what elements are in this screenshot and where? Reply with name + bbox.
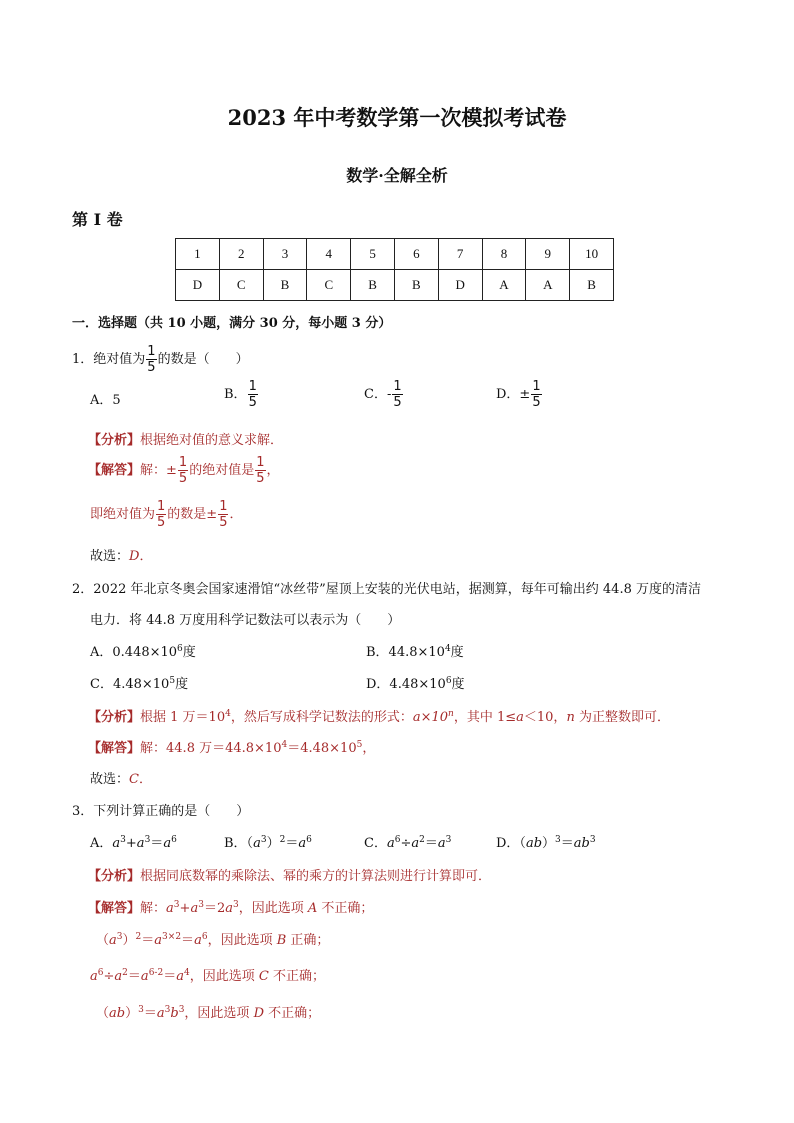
q1-stem-suffix: 的数是（ ） <box>157 352 249 367</box>
q1-option-b: B． $\frac{1}{5}$ <box>224 379 257 410</box>
answer-table-answer-cell: B <box>570 270 614 301</box>
answer-table-number-cell: 3 <box>263 239 307 270</box>
q2-stem-line1: 2．2022 年北京冬奥会国家速滑馆“冰丝带”屋顶上安装的光伏电站，据测算，每年可输出约 44.8 万度的清洁 <box>72 582 701 597</box>
answer-table-number-cell: 5 <box>351 239 395 270</box>
q1-analysis: 【分析】根据绝对值的意义求解． <box>88 433 284 448</box>
q3-option-b: B．$(a^3)^2=a^6$ <box>224 835 312 851</box>
q2-answer: 【解答】解：44.8 万$=44.8\times 10^4=4.48\times 10^5$， <box>88 740 376 756</box>
q1-stem-prefix: 1．绝对值为 <box>72 352 146 367</box>
q3-answer-a: 【解答】解：$a^3+a^3=2a^3$，因此选项 A 不正确； <box>88 900 374 916</box>
q3-option-d: D．$(ab)^3=ab^3$ <box>496 835 596 851</box>
page-title: 2023 年中考数学第一次模拟考试卷 <box>227 105 567 130</box>
q2-option-b: B．$44.8\times 10^4$度 <box>366 644 464 660</box>
answer-table-number-cell: 2 <box>219 239 263 270</box>
answer-table-number-cell: 7 <box>438 239 482 270</box>
answer-table-number-cell: 6 <box>394 239 438 270</box>
answer-table-number-cell: 8 <box>482 239 526 270</box>
q3-analysis: 【分析】根据同底数幂的乘除法、幂的乘方的计算法则进行计算即可． <box>88 869 492 884</box>
q1-choice: 故选：D． <box>90 549 153 564</box>
answer-table-number-cell: 4 <box>307 239 351 270</box>
answer-table-answer-row <box>176 270 614 301</box>
q2-choice: 故选：C． <box>90 772 152 787</box>
q2-option-c: C．$4.48\times 10^5$度 <box>90 676 189 692</box>
q3-answer-c: $a^6\div a^2=a^{6-2}=a^4$，因此选项 C 不正确； <box>90 968 325 984</box>
answer-table-answer-cell: D <box>176 270 220 301</box>
q1-answer: 【解答】解：± $\frac{1}{5}$ 的绝对值是 $\frac{1}{5}$ ， <box>88 455 280 486</box>
answer-table-answer-cell: A <box>482 270 526 301</box>
fraction: $\frac{1}{5}$ <box>147 344 156 375</box>
q2-analysis: 【分析】根据 1 万$=10^4$，然后写成科学记数法的形式：$a\times 10^n$，其中 1≤a＜10，n 为正整数即可． <box>88 709 670 725</box>
q1-option-a: A．5 <box>90 393 121 408</box>
q2-stem-line2: 电力．将 44.8 万度用科学记数法可以表示为（ ） <box>90 613 401 628</box>
q3-answer-d: $(ab)^3=a^3b^3$，因此选项 D 不正确； <box>96 1005 321 1021</box>
answer-table-number-row <box>176 239 614 270</box>
volume-heading: 第 I 卷 <box>72 210 123 229</box>
answer-table-answer-cell: C <box>307 270 351 301</box>
q1-stem <box>72 345 249 374</box>
q1-answer-line2: 即绝对值为 $\frac{1}{5}$ 的数是± $\frac{1}{5}$ ． <box>90 499 243 530</box>
q3-stem: 3．下列计算正确的是（ ） <box>72 804 250 819</box>
q1-option-c: C．- $\frac{1}{5}$ <box>364 379 402 410</box>
q3-option-c: C．$a^6\div a^2=a^3$ <box>364 835 452 851</box>
answer-table-answer-cell: C <box>219 270 263 301</box>
answer-table <box>175 238 614 301</box>
q2-option-a: A．$0.448\times 10^6$度 <box>90 644 196 660</box>
answer-table-answer-cell: B <box>394 270 438 301</box>
section-title: 一．选择题（共 10 小题，满分 30 分，每小题 3 分） <box>72 316 392 331</box>
answer-table-number-cell: 9 <box>526 239 570 270</box>
answer-table-answer-cell: A <box>526 270 570 301</box>
page-subtitle: 数学·全解全析 <box>346 166 448 185</box>
q1-option-d: D．± $\frac{1}{5}$ <box>496 379 541 410</box>
q2-option-d: D．$4.48\times 10^6$度 <box>366 676 465 692</box>
q3-answer-b: $(a^3)^2=a^{3\times 2}=a^6$，因此选项 B 正确； <box>96 932 330 948</box>
answer-table-number-cell: 1 <box>176 239 220 270</box>
answer-table-answer-cell: D <box>438 270 482 301</box>
answer-table-answer-cell: B <box>263 270 307 301</box>
answer-table-answer-cell: B <box>351 270 395 301</box>
q3-option-a: A．$a^3+a^3=a^6$ <box>90 835 177 851</box>
answer-table-number-cell: 10 <box>570 239 614 270</box>
